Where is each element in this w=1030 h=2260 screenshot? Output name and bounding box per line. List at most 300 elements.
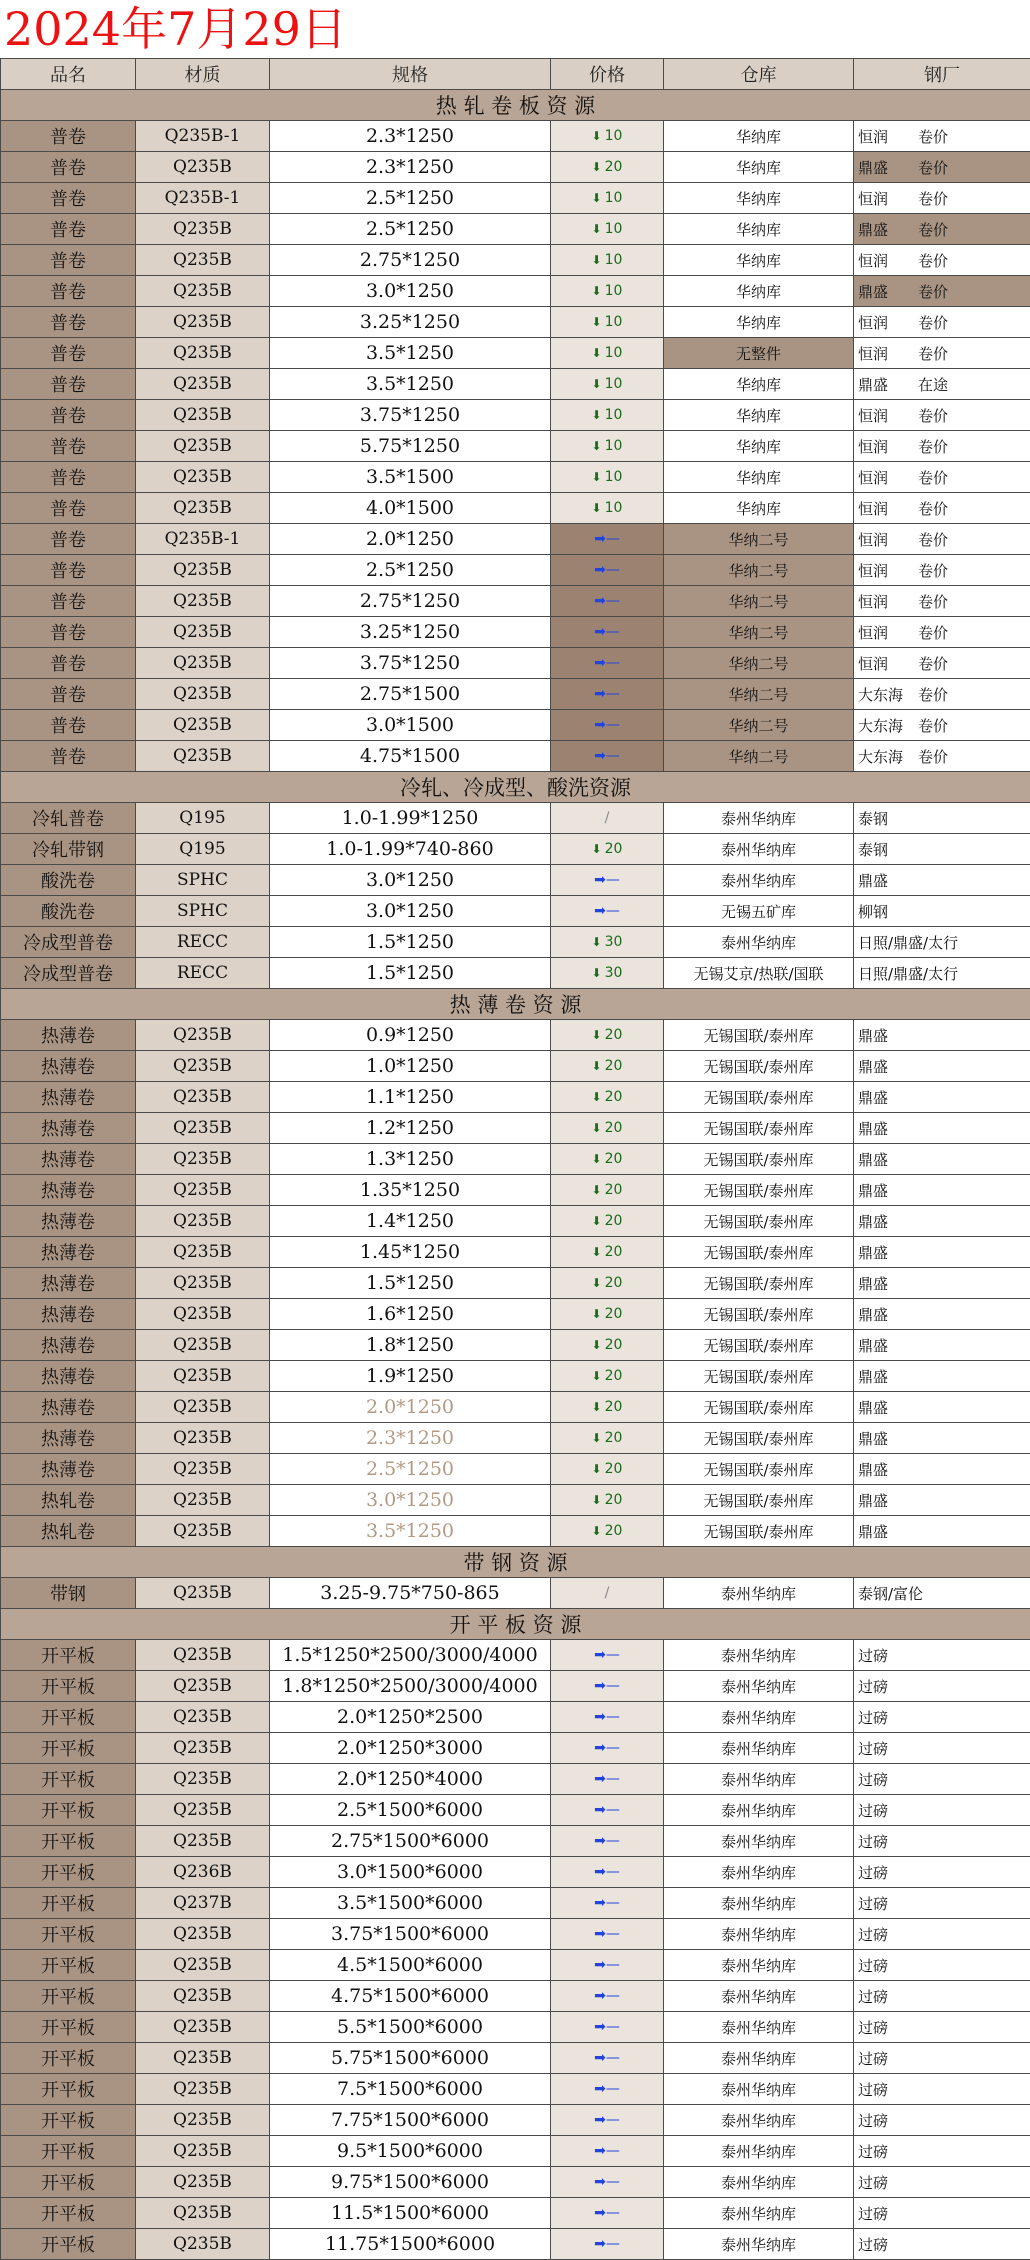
spec-cell: 1.5*1250*2500/3000/4000	[270, 1640, 551, 1671]
price-value: 20	[605, 1182, 623, 1198]
price-down-arrow-icon: ⬇	[592, 1462, 602, 1476]
product-name-cell: 开平板	[1, 1764, 136, 1795]
product-name-cell: 普卷	[1, 648, 136, 679]
product-name-cell: 普卷	[1, 400, 136, 431]
product-name-cell: 开平板	[1, 2012, 136, 2043]
price-cell	[551, 245, 664, 276]
spec-cell: 11.5*1500*6000	[270, 2198, 551, 2229]
price-cell	[551, 1578, 664, 1609]
price-cell	[551, 555, 664, 586]
table-row	[1, 152, 1030, 183]
material-cell: Q235B	[136, 2167, 270, 2198]
table-row	[1, 834, 1030, 865]
material-cell: Q235B	[136, 1795, 270, 1826]
price-right-arrow-icon: ➡	[594, 593, 606, 609]
product-name-cell: 开平板	[1, 1795, 136, 1826]
price-right-arrow-icon: ➡	[594, 562, 606, 578]
product-name-cell: 普卷	[1, 679, 136, 710]
price-down-arrow-icon: ⬇	[592, 1524, 602, 1538]
price-value: 10	[605, 469, 623, 485]
table-row	[1, 2012, 1030, 2043]
price-value: 20	[605, 1492, 623, 1508]
product-name-cell: 热薄卷	[1, 1361, 136, 1392]
price-down-arrow-icon: ⬇	[592, 1183, 602, 1197]
price-value: 20	[605, 1368, 623, 1384]
product-name-cell: 开平板	[1, 2136, 136, 2167]
spec-cell: 3.25-9.75*750-865	[270, 1578, 551, 1609]
mill-cell: 恒润 卷价	[854, 400, 1030, 431]
section-header-row	[1, 90, 1030, 121]
table-row	[1, 1020, 1030, 1051]
warehouse-cell: 华纳库	[664, 183, 854, 214]
product-name-cell: 冷轧普卷	[1, 803, 136, 834]
price-right-arrow-icon: ➡	[594, 1895, 606, 1911]
mill-cell: 过磅	[854, 2012, 1030, 2043]
spec-cell: 2.0*1250	[270, 1392, 551, 1423]
warehouse-cell: 无锡国联/泰州库	[664, 1330, 854, 1361]
material-cell: Q235B	[136, 741, 270, 772]
table-row	[1, 2074, 1030, 2105]
table-body	[1, 59, 1030, 2260]
mill-cell: 泰钢	[854, 803, 1030, 834]
price-down-arrow-icon: ⬇	[592, 315, 602, 329]
price-cell	[551, 1175, 664, 1206]
table-row	[1, 1578, 1030, 1609]
price-cell	[551, 214, 664, 245]
price-down-arrow-icon: ⬇	[592, 1152, 602, 1166]
price-value: 10	[605, 314, 623, 330]
warehouse-cell: 华纳二号	[664, 586, 854, 617]
warehouse-cell: 泰州华纳库	[664, 2136, 854, 2167]
warehouse-cell: 无锡国联/泰州库	[664, 1361, 854, 1392]
price-cell	[551, 2229, 664, 2260]
spec-cell: 1.8*1250	[270, 1330, 551, 1361]
product-name-cell: 热薄卷	[1, 1175, 136, 1206]
mill-cell: 恒润 卷价	[854, 648, 1030, 679]
warehouse-cell: 泰州华纳库	[664, 803, 854, 834]
price-right-arrow-icon: ➡	[594, 1740, 606, 1756]
material-cell: RECC	[136, 958, 270, 989]
price-down-arrow-icon: ⬇	[592, 408, 602, 422]
price-value: —	[606, 717, 620, 733]
price-value: —	[606, 748, 620, 764]
table-row	[1, 927, 1030, 958]
price-cell	[551, 1857, 664, 1888]
table-row	[1, 1299, 1030, 1330]
price-value: 20	[605, 1430, 623, 1446]
warehouse-cell: 泰州华纳库	[664, 927, 854, 958]
mill-cell: 日照/鼎盛/太行	[854, 958, 1030, 989]
material-cell: Q235B	[136, 1640, 270, 1671]
mill-cell: 柳钢	[854, 896, 1030, 927]
mill-cell: 鼎盛	[854, 1113, 1030, 1144]
spec-cell: 3.5*1250	[270, 338, 551, 369]
material-cell: Q235B	[136, 1113, 270, 1144]
mill-cell: 过磅	[854, 1795, 1030, 1826]
product-name-cell: 普卷	[1, 214, 136, 245]
material-cell: Q235B	[136, 1454, 270, 1485]
spec-cell: 9.5*1500*6000	[270, 2136, 551, 2167]
price-value: 20	[605, 1120, 623, 1136]
table-row	[1, 1764, 1030, 1795]
material-cell: Q235B	[136, 1764, 270, 1795]
price-cell	[551, 1051, 664, 1082]
table-row	[1, 1144, 1030, 1175]
price-cell	[551, 1702, 664, 1733]
spec-cell: 2.0*1250	[270, 524, 551, 555]
mill-cell: 鼎盛 卷价	[854, 152, 1030, 183]
price-value: 20	[605, 1523, 623, 1539]
price-right-arrow-icon: ➡	[594, 2081, 606, 2097]
warehouse-cell: 无整件	[664, 338, 854, 369]
product-name-cell: 普卷	[1, 338, 136, 369]
spec-cell: 1.5*1250	[270, 927, 551, 958]
price-right-arrow-icon: ➡	[594, 2174, 606, 2190]
mill-cell: 恒润 卷价	[854, 617, 1030, 648]
price-value: —	[606, 562, 620, 578]
spec-cell: 2.3*1250	[270, 152, 551, 183]
warehouse-cell: 华纳二号	[664, 741, 854, 772]
warehouse-cell: 无锡国联/泰州库	[664, 1082, 854, 1113]
warehouse-cell: 无锡国联/泰州库	[664, 1175, 854, 1206]
mill-cell: 恒润 卷价	[854, 524, 1030, 555]
mill-cell: 过磅	[854, 2198, 1030, 2229]
spec-cell: 1.35*1250	[270, 1175, 551, 1206]
product-name-cell: 开平板	[1, 2043, 136, 2074]
table-row	[1, 1981, 1030, 2012]
product-name-cell: 热薄卷	[1, 1299, 136, 1330]
mill-cell: 鼎盛	[854, 1206, 1030, 1237]
price-down-arrow-icon: ⬇	[592, 1028, 602, 1042]
mill-cell: 过磅	[854, 2105, 1030, 2136]
price-value: 10	[605, 500, 623, 516]
spec-cell: 1.0*1250	[270, 1051, 551, 1082]
product-name-cell: 热薄卷	[1, 1423, 136, 1454]
material-cell: Q235B	[136, 1361, 270, 1392]
mill-cell: 恒润 卷价	[854, 555, 1030, 586]
warehouse-cell: 无锡国联/泰州库	[664, 1423, 854, 1454]
spec-cell: 2.75*1500	[270, 679, 551, 710]
mill-cell: 过磅	[854, 2043, 1030, 2074]
table-row	[1, 1175, 1030, 1206]
warehouse-cell: 华纳库	[664, 245, 854, 276]
price-cell	[551, 927, 664, 958]
table-row	[1, 1206, 1030, 1237]
header-row	[1, 59, 1030, 90]
warehouse-cell: 华纳二号	[664, 555, 854, 586]
warehouse-cell: 泰州华纳库	[664, 1702, 854, 1733]
product-name-cell: 开平板	[1, 2229, 136, 2260]
warehouse-cell: 无锡国联/泰州库	[664, 1454, 854, 1485]
product-name-cell: 热薄卷	[1, 1144, 136, 1175]
spec-cell: 2.3*1250	[270, 1423, 551, 1454]
price-down-arrow-icon: ⬇	[592, 284, 602, 298]
price-cell	[551, 121, 664, 152]
spec-cell: 2.3*1250	[270, 121, 551, 152]
mill-cell: 大东海 卷价	[854, 679, 1030, 710]
product-name-cell: 开平板	[1, 1857, 136, 1888]
price-cell	[551, 1113, 664, 1144]
price-down-arrow-icon: ⬇	[592, 1214, 602, 1228]
mill-cell: 鼎盛	[854, 1423, 1030, 1454]
price-value: 10	[605, 128, 623, 144]
price-down-arrow-icon: ⬇	[592, 1400, 602, 1414]
price-cell	[551, 1299, 664, 1330]
spec-cell: 2.0*1250*3000	[270, 1733, 551, 1764]
warehouse-cell: 无锡国联/泰州库	[664, 1237, 854, 1268]
product-name-cell: 普卷	[1, 524, 136, 555]
spec-cell: 5.75*1250	[270, 431, 551, 462]
mill-cell: 过磅	[854, 1733, 1030, 1764]
mill-cell: 鼎盛	[854, 1392, 1030, 1423]
price-cell	[551, 1454, 664, 1485]
material-cell: Q235B	[136, 1299, 270, 1330]
section-title: 开 平 板 资 源	[1, 1609, 1030, 1640]
price-value: —	[606, 531, 620, 547]
price-down-arrow-icon: ⬇	[592, 377, 602, 391]
table-row	[1, 1516, 1030, 1547]
product-name-cell: 普卷	[1, 462, 136, 493]
material-cell: Q235B	[136, 1516, 270, 1547]
warehouse-cell: 华纳库	[664, 214, 854, 245]
price-value: —	[606, 903, 620, 919]
price-value: —	[606, 1864, 620, 1880]
price-value: —	[606, 1709, 620, 1725]
spec-cell: 3.75*1250	[270, 648, 551, 679]
material-cell: Q195	[136, 834, 270, 865]
product-name-cell: 热薄卷	[1, 1020, 136, 1051]
mill-cell: 鼎盛	[854, 1299, 1030, 1330]
price-cell	[551, 1020, 664, 1051]
material-cell: Q235B	[136, 1051, 270, 1082]
product-name-cell: 普卷	[1, 121, 136, 152]
price-value: —	[606, 1895, 620, 1911]
product-name-cell: 冷成型普卷	[1, 927, 136, 958]
table-row	[1, 462, 1030, 493]
product-name-cell: 冷轧带钢	[1, 834, 136, 865]
price-value: /	[605, 810, 610, 826]
price-cell	[551, 1516, 664, 1547]
spec-cell: 5.75*1500*6000	[270, 2043, 551, 2074]
table-row	[1, 493, 1030, 524]
price-cell	[551, 1485, 664, 1516]
table-row	[1, 586, 1030, 617]
section-header-row	[1, 989, 1030, 1020]
material-cell: Q237B	[136, 1888, 270, 1919]
price-right-arrow-icon: ➡	[594, 717, 606, 733]
price-value: —	[606, 2143, 620, 2159]
table-row	[1, 400, 1030, 431]
price-cell	[551, 2074, 664, 2105]
mill-cell: 过磅	[854, 1640, 1030, 1671]
table-row	[1, 369, 1030, 400]
table-row	[1, 2198, 1030, 2229]
mill-cell: 过磅	[854, 1826, 1030, 1857]
product-name-cell: 普卷	[1, 307, 136, 338]
price-right-arrow-icon: ➡	[594, 1864, 606, 1880]
table-row	[1, 803, 1030, 834]
price-cell	[551, 865, 664, 896]
price-value: 20	[605, 1151, 623, 1167]
price-value: —	[606, 2205, 620, 2221]
product-name-cell: 开平板	[1, 1888, 136, 1919]
price-cell	[551, 1144, 664, 1175]
product-name-cell: 开平板	[1, 2167, 136, 2198]
warehouse-cell: 华纳二号	[664, 710, 854, 741]
mill-cell: 泰钢/富伦	[854, 1578, 1030, 1609]
price-cell	[551, 524, 664, 555]
table-row	[1, 1423, 1030, 1454]
price-down-arrow-icon: ⬇	[592, 1338, 602, 1352]
price-cell	[551, 1950, 664, 1981]
price-value: —	[606, 2081, 620, 2097]
table-row	[1, 1671, 1030, 1702]
price-value: —	[606, 1926, 620, 1942]
spec-cell: 3.0*1500*6000	[270, 1857, 551, 1888]
price-cell	[551, 679, 664, 710]
price-cell	[551, 1826, 664, 1857]
price-down-arrow-icon: ⬇	[592, 129, 602, 143]
warehouse-cell: 泰州华纳库	[664, 2043, 854, 2074]
price-cell	[551, 493, 664, 524]
mill-cell: 鼎盛 卷价	[854, 276, 1030, 307]
material-cell: Q235B	[136, 493, 270, 524]
table-row	[1, 524, 1030, 555]
price-cell	[551, 803, 664, 834]
price-right-arrow-icon: ➡	[594, 748, 606, 764]
product-name-cell: 普卷	[1, 245, 136, 276]
price-cell	[551, 1361, 664, 1392]
material-cell: Q236B	[136, 1857, 270, 1888]
product-name-cell: 热轧卷	[1, 1485, 136, 1516]
price-right-arrow-icon: ➡	[594, 1709, 606, 1725]
price-down-arrow-icon: ⬇	[592, 966, 602, 980]
product-name-cell: 开平板	[1, 1826, 136, 1857]
product-name-cell: 酸洗卷	[1, 865, 136, 896]
mill-cell: 鼎盛	[854, 1516, 1030, 1547]
header-cell-warehouse: 仓库	[664, 59, 854, 90]
warehouse-cell: 泰州华纳库	[664, 2167, 854, 2198]
product-name-cell: 普卷	[1, 617, 136, 648]
price-down-arrow-icon: ⬇	[592, 191, 602, 205]
material-cell: Q235B	[136, 1237, 270, 1268]
price-cell	[551, 834, 664, 865]
mill-cell: 鼎盛	[854, 1175, 1030, 1206]
price-table	[0, 58, 1030, 2260]
mill-cell: 日照/鼎盛/太行	[854, 927, 1030, 958]
price-value: 20	[605, 841, 623, 857]
table-row	[1, 1051, 1030, 1082]
price-down-arrow-icon: ⬇	[592, 470, 602, 484]
product-name-cell: 热薄卷	[1, 1454, 136, 1485]
spec-cell: 11.75*1500*6000	[270, 2229, 551, 2260]
spec-cell: 2.75*1250	[270, 245, 551, 276]
material-cell: Q235B	[136, 1175, 270, 1206]
section-title: 热 薄 卷 资 源	[1, 989, 1030, 1020]
price-cell	[551, 307, 664, 338]
material-cell: Q235B	[136, 245, 270, 276]
price-cell	[551, 648, 664, 679]
spec-cell: 3.25*1250	[270, 307, 551, 338]
price-value: 20	[605, 1399, 623, 1415]
product-name-cell: 热薄卷	[1, 1330, 136, 1361]
spec-cell: 3.0*1250	[270, 865, 551, 896]
mill-cell: 过磅	[854, 1919, 1030, 1950]
mill-cell: 鼎盛	[854, 865, 1030, 896]
mill-cell: 鼎盛	[854, 1454, 1030, 1485]
price-down-arrow-icon: ⬇	[592, 1307, 602, 1321]
warehouse-cell: 华纳库	[664, 493, 854, 524]
spec-cell: 1.6*1250	[270, 1299, 551, 1330]
warehouse-cell: 泰州华纳库	[664, 1671, 854, 1702]
mill-cell: 恒润 卷价	[854, 586, 1030, 617]
mill-cell: 大东海 卷价	[854, 741, 1030, 772]
price-right-arrow-icon: ➡	[594, 872, 606, 888]
material-cell: Q235B-1	[136, 524, 270, 555]
mill-cell: 鼎盛	[854, 1330, 1030, 1361]
spec-cell: 1.3*1250	[270, 1144, 551, 1175]
product-name-cell: 开平板	[1, 1671, 136, 1702]
material-cell: Q195	[136, 803, 270, 834]
product-name-cell: 热薄卷	[1, 1113, 136, 1144]
table-row	[1, 2167, 1030, 2198]
warehouse-cell: 华纳库	[664, 431, 854, 462]
price-cell	[551, 1764, 664, 1795]
spec-cell: 4.75*1500*6000	[270, 1981, 551, 2012]
product-name-cell: 普卷	[1, 493, 136, 524]
price-value: —	[606, 2174, 620, 2190]
spec-cell: 4.0*1500	[270, 493, 551, 524]
spec-cell: 2.75*1250	[270, 586, 551, 617]
material-cell: SPHC	[136, 896, 270, 927]
material-cell: Q235B	[136, 1981, 270, 2012]
spec-cell: 1.5*1250	[270, 1268, 551, 1299]
warehouse-cell: 华纳库	[664, 276, 854, 307]
mill-cell: 过磅	[854, 2167, 1030, 2198]
price-cell	[551, 896, 664, 927]
product-name-cell: 热薄卷	[1, 1206, 136, 1237]
price-cell	[551, 2105, 664, 2136]
warehouse-cell: 华纳库	[664, 369, 854, 400]
price-value: 20	[605, 1058, 623, 1074]
material-cell: SPHC	[136, 865, 270, 896]
mill-cell: 恒润 卷价	[854, 245, 1030, 276]
spec-cell: 3.75*1250	[270, 400, 551, 431]
price-value: —	[606, 1678, 620, 1694]
warehouse-cell: 无锡国联/泰州库	[664, 1113, 854, 1144]
product-name-cell: 普卷	[1, 555, 136, 586]
price-down-arrow-icon: ⬇	[592, 1090, 602, 1104]
mill-cell: 鼎盛	[854, 1485, 1030, 1516]
product-name-cell: 开平板	[1, 2074, 136, 2105]
price-right-arrow-icon: ➡	[594, 1926, 606, 1942]
price-value: 10	[605, 438, 623, 454]
price-value: 10	[605, 221, 623, 237]
product-name-cell: 开平板	[1, 2198, 136, 2229]
product-name-cell: 热薄卷	[1, 1392, 136, 1423]
table-row	[1, 1113, 1030, 1144]
section-header-row	[1, 1609, 1030, 1640]
price-right-arrow-icon: ➡	[594, 2112, 606, 2128]
mill-cell: 鼎盛 在途	[854, 369, 1030, 400]
price-cell	[551, 1423, 664, 1454]
spec-cell: 3.5*1250	[270, 369, 551, 400]
table-row	[1, 1454, 1030, 1485]
price-cell	[551, 1640, 664, 1671]
product-name-cell: 普卷	[1, 152, 136, 183]
price-down-arrow-icon: ⬇	[592, 439, 602, 453]
material-cell: Q235B	[136, 2198, 270, 2229]
